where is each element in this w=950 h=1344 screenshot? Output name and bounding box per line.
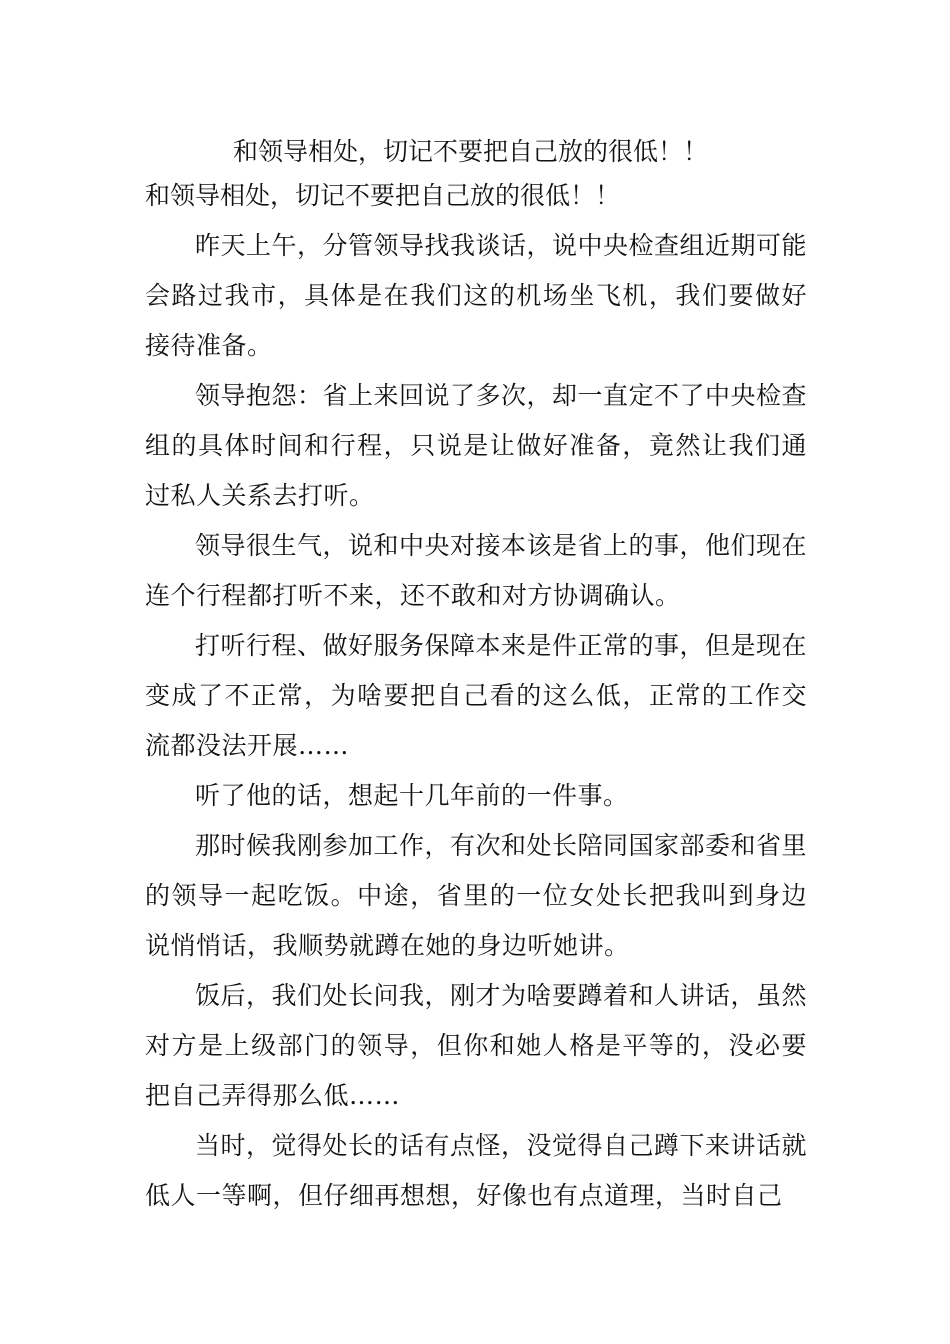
paragraph-5: 听了他的话，想起十几年前的一件事。 [195, 781, 629, 810]
paragraph-4: 打听行程、做好服务保障本来是件正常的事，但是现在变成了不正常，为啥要把自己看的这么低，正常的工作交流都没法开展…… [145, 631, 808, 760]
paragraph-7: 饭后，我们处长问我，刚才为啥要蹲着和人讲话，虽然对方是上级部门的领导，但你和她人格是平等的，没必要把自己弄得那么低…… [145, 981, 808, 1110]
article-subtitle: 和领导相处，切记不要把自己放的很低！！ [145, 181, 621, 210]
paragraph-8: 当时，觉得处长的话有点怪，没觉得自己蹲下来讲话就低人一等啊，但仔细再想想，好像也有点道理，当时自己 [145, 1131, 808, 1210]
article-body [145, 133, 807, 1221]
article-title: 和领导相处，切记不要把自己放的很低！！ [233, 137, 709, 166]
paragraph-3: 领导很生气，说和中央对接本该是省上的事，他们现在连个行程都打听不来，还不敢和对方协调确认。 [145, 531, 808, 610]
paragraph-2: 领导抱怨：省上来回说了多次，却一直定不了中央检查组的具体时间和行程，只说是让做好准备，竟然让我们通过私人关系去打听。 [145, 381, 808, 510]
paragraph-6: 那时候我刚参加工作，有次和处长陪同国家部委和省里的领导一起吃饭。中途，省里的一位女处长把我叫到身边说悄悄话，我顺势就蹲在她的身边听她讲。 [145, 831, 808, 960]
paragraph-1: 昨天上午，分管领导找我谈话，说中央检查组近期可能会路过我市，具体是在我们这的机场坐飞机，我们要做好接待准备。 [145, 231, 808, 360]
